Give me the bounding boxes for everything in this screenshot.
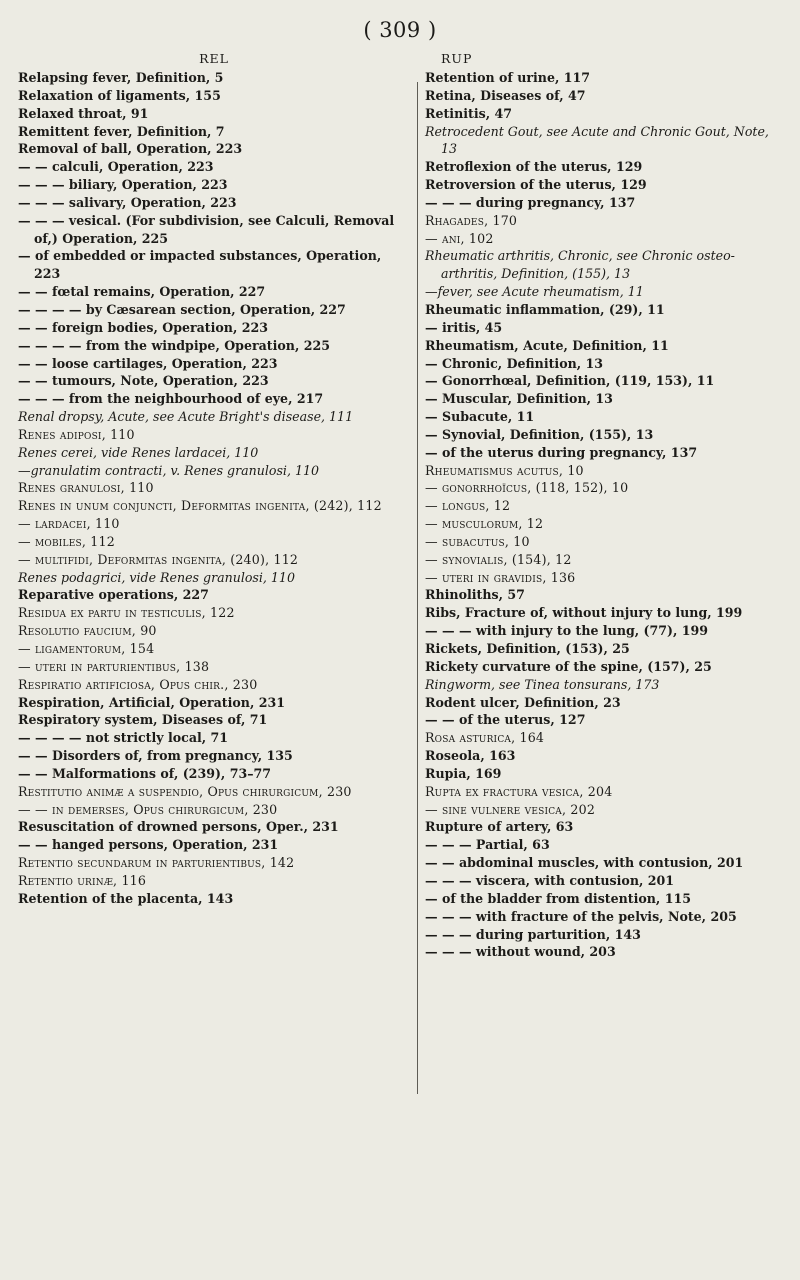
index-entry: — — of the uterus, 127: [425, 712, 586, 728]
index-entry: — Chronic, Definition, 13: [425, 355, 604, 371]
running-head-left: REL: [199, 51, 229, 66]
index-entry: — uteri in gravidis, 136: [425, 569, 576, 585]
index-entry: — — abdominal muscles, with contusion, 201: [425, 855, 744, 871]
index-entry: — — hanged persons, Operation, 231: [18, 837, 279, 853]
index-entry: Rosa asturica, 164: [425, 730, 545, 746]
index-entry: Retinitis, 47: [425, 105, 513, 121]
index-entry: Relapsing fever, Definition, 5: [18, 70, 224, 85]
index-entry: — musculorum, 12: [425, 516, 544, 532]
index-entry: — — — from the neighbourhood of eye, 217: [18, 391, 324, 407]
index-entry: Retroversion of the uterus, 129: [425, 177, 647, 193]
index-entry: — uteri in parturientibus, 138: [18, 658, 210, 674]
index-entry: Retentio urinæ, 116: [18, 872, 147, 888]
index-entry: — — — Partial, 63: [425, 837, 550, 853]
index-entry: — of the bladder from distention, 115: [425, 890, 691, 906]
index-entry: Rodent ulcer, Definition, 23: [425, 694, 621, 710]
index-entry: — Gonorrhœal, Definition, (119, 153), 11: [425, 373, 715, 389]
index-entry: — Subacute, 11: [425, 409, 535, 425]
index-entry: Renes cerei, vide Renes lardacei, 110: [18, 444, 259, 460]
index-column-left: [18, 50, 410, 908]
index-entry: — — — with injury to the lung, (77), 199: [425, 623, 709, 639]
index-entry: Respiration, Artificial, Operation, 231: [18, 694, 286, 710]
index-entry: Relaxed throat, 91: [18, 105, 149, 121]
index-entry: Renal dropsy, Acute, see Acute Bright's disease, 111: [18, 409, 354, 425]
index-entry: — longus, 12: [425, 498, 511, 514]
index-entry: — — — — from the windpipe, Operation, 225: [18, 337, 331, 353]
index-entry: Rickets, Definition, (153), 25: [425, 641, 630, 656]
index-entry: — of the uterus during pregnancy, 137: [425, 444, 698, 460]
index-entry: — sine vulnere vesica, 202: [425, 801, 596, 817]
index-entry: Rupia, 169: [425, 765, 502, 781]
running-head-right: RUP: [441, 51, 473, 66]
index-entry: — ani, 102: [425, 230, 494, 246]
index-entry: —fever, see Acute rheumatism, 11: [425, 284, 644, 300]
index-entry: Respiratory system, Diseases of, 71: [18, 712, 268, 728]
index-entry: — — — viscera, with contusion, 201: [425, 872, 675, 888]
index-entry: Retrocedent Gout, see Acute and Chronic Gout, Note, 13: [425, 123, 769, 157]
index-entry: Renes in unum conjuncti, Deformitas ingenita, (242), 112: [18, 498, 382, 514]
index-entry: Ringworm, see Tinea tonsurans, 173: [425, 676, 660, 692]
page-number: ( 309 ): [363, 18, 437, 42]
index-entry: — — in demerses, Opus chirurgicum, 230: [18, 801, 278, 817]
index-entry: — — loose cartilages, Operation, 223: [18, 355, 278, 371]
index-entry: Rheumatism, Acute, Definition, 11: [425, 337, 669, 353]
index-entry: — — — — not strictly local, 71: [18, 730, 229, 746]
index-entry: — — Disorders of, from pregnancy, 135: [18, 748, 293, 764]
index-entry: — Synovial, Definition, (155), 13: [425, 426, 654, 442]
index-entry: Reparative operations, 227: [18, 587, 209, 603]
index-entry: Relaxation of ligaments, 155: [18, 87, 221, 103]
index-entry: — — foreign bodies, Operation, 223: [18, 319, 269, 335]
index-entry: — — fœtal remains, Operation, 227: [18, 284, 266, 300]
index-entry: — — — during pregnancy, 137: [425, 194, 636, 210]
index-entries-right: [425, 69, 787, 961]
index-entry: — mobiles, 112: [18, 533, 115, 549]
index-entry: — — Malformations of, (239), 73–77: [18, 765, 272, 781]
index-entry: Resolutio faucium, 90: [18, 623, 157, 639]
index-entry: Rickety curvature of the spine, (157), 25: [425, 658, 712, 674]
column-divider: [417, 82, 418, 1094]
index-entry: — — — — by Cæsarean section, Operation, 227: [18, 301, 346, 317]
index-entry: — — — during parturition, 143: [425, 926, 641, 942]
index-entry: Retroflexion of the uterus, 129: [425, 159, 643, 175]
index-entry: Rheumatic inflammation, (29), 11: [425, 301, 665, 317]
index-entry: Rupture of artery, 63: [425, 819, 574, 835]
index-entry: — gonorrhoïcus, (118, 152), 10: [425, 480, 629, 496]
index-entry: Retention of the placenta, 143: [18, 890, 234, 906]
index-entry: — — calculi, Operation, 223: [18, 159, 214, 175]
index-entry: — — — without wound, 203: [425, 944, 616, 960]
index-entry: — subacutus, 10: [425, 533, 530, 549]
index-entry: — ligamentorum, 154: [18, 641, 155, 656]
index-entry: Rupta ex fractura vesica, 204: [425, 783, 613, 799]
index-entry: — of embedded or impacted substances, Operation, 223: [18, 248, 382, 282]
index-entry: Renes granulosi, 110: [18, 480, 154, 496]
index-entry: — Muscular, Definition, 13: [425, 391, 613, 407]
index-entry: — synovialis, (154), 12: [425, 551, 572, 567]
index-entry: Renes podagrici, vide Renes granulosi, 110: [18, 569, 295, 585]
index-entry: — — — vesical. (For subdivision, see Calculi, Removal of,) Operation, 225: [18, 212, 395, 246]
index-entry: Removal of ball, Operation, 223: [18, 141, 243, 157]
index-column-right: [425, 50, 787, 961]
index-entry: — multifidi, Deformitas ingenita, (240), 112: [18, 551, 299, 567]
index-entry: —granulatim contracti, v. Renes granulosi, 110: [18, 462, 320, 478]
index-entry: Retention of urine, 117: [425, 70, 591, 85]
index-entry: Rheumatic arthritis, Chronic, see Chronic osteo-arthritis, Definition, (155), 13: [425, 248, 735, 282]
index-entry: Restitutio animæ a suspendio, Opus chirurgicum, 230: [18, 783, 352, 799]
index-entry: Retina, Diseases of, 47: [425, 87, 586, 103]
index-entry: Residua ex partu in testiculis, 122: [18, 605, 235, 621]
index-entry: Respiratio artificiosa, Opus chir., 230: [18, 676, 258, 692]
index-entry: — — tumours, Note, Operation, 223: [18, 373, 269, 389]
index-entry: Rhagades, 170: [425, 212, 518, 228]
index-entry: — — — salivary, Operation, 223: [18, 194, 237, 210]
index-entry: Remittent fever, Definition, 7: [18, 123, 225, 139]
index-entry: Roseola, 163: [425, 748, 516, 764]
index-entry: — iritis, 45: [425, 319, 503, 335]
index-entry: — — — biliary, Operation, 223: [18, 177, 228, 193]
index-entries-left: [18, 69, 410, 908]
index-entry: Ribs, Fracture of, without injury to lung, 199: [425, 605, 743, 621]
index-entry: Rhinoliths, 57: [425, 587, 525, 603]
index-entry: — — — with fracture of the pelvis, Note, 205: [425, 908, 737, 924]
index-entry: — lardacei, 110: [18, 516, 120, 532]
index-entry: Resuscitation of drowned persons, Oper., 231: [18, 819, 339, 835]
index-entry: Retentio secundarum in parturientibus, 142: [18, 855, 295, 871]
index-entry: Renes adiposi, 110: [18, 426, 135, 442]
index-entry: Rheumatismus acutus, 10: [425, 462, 584, 478]
